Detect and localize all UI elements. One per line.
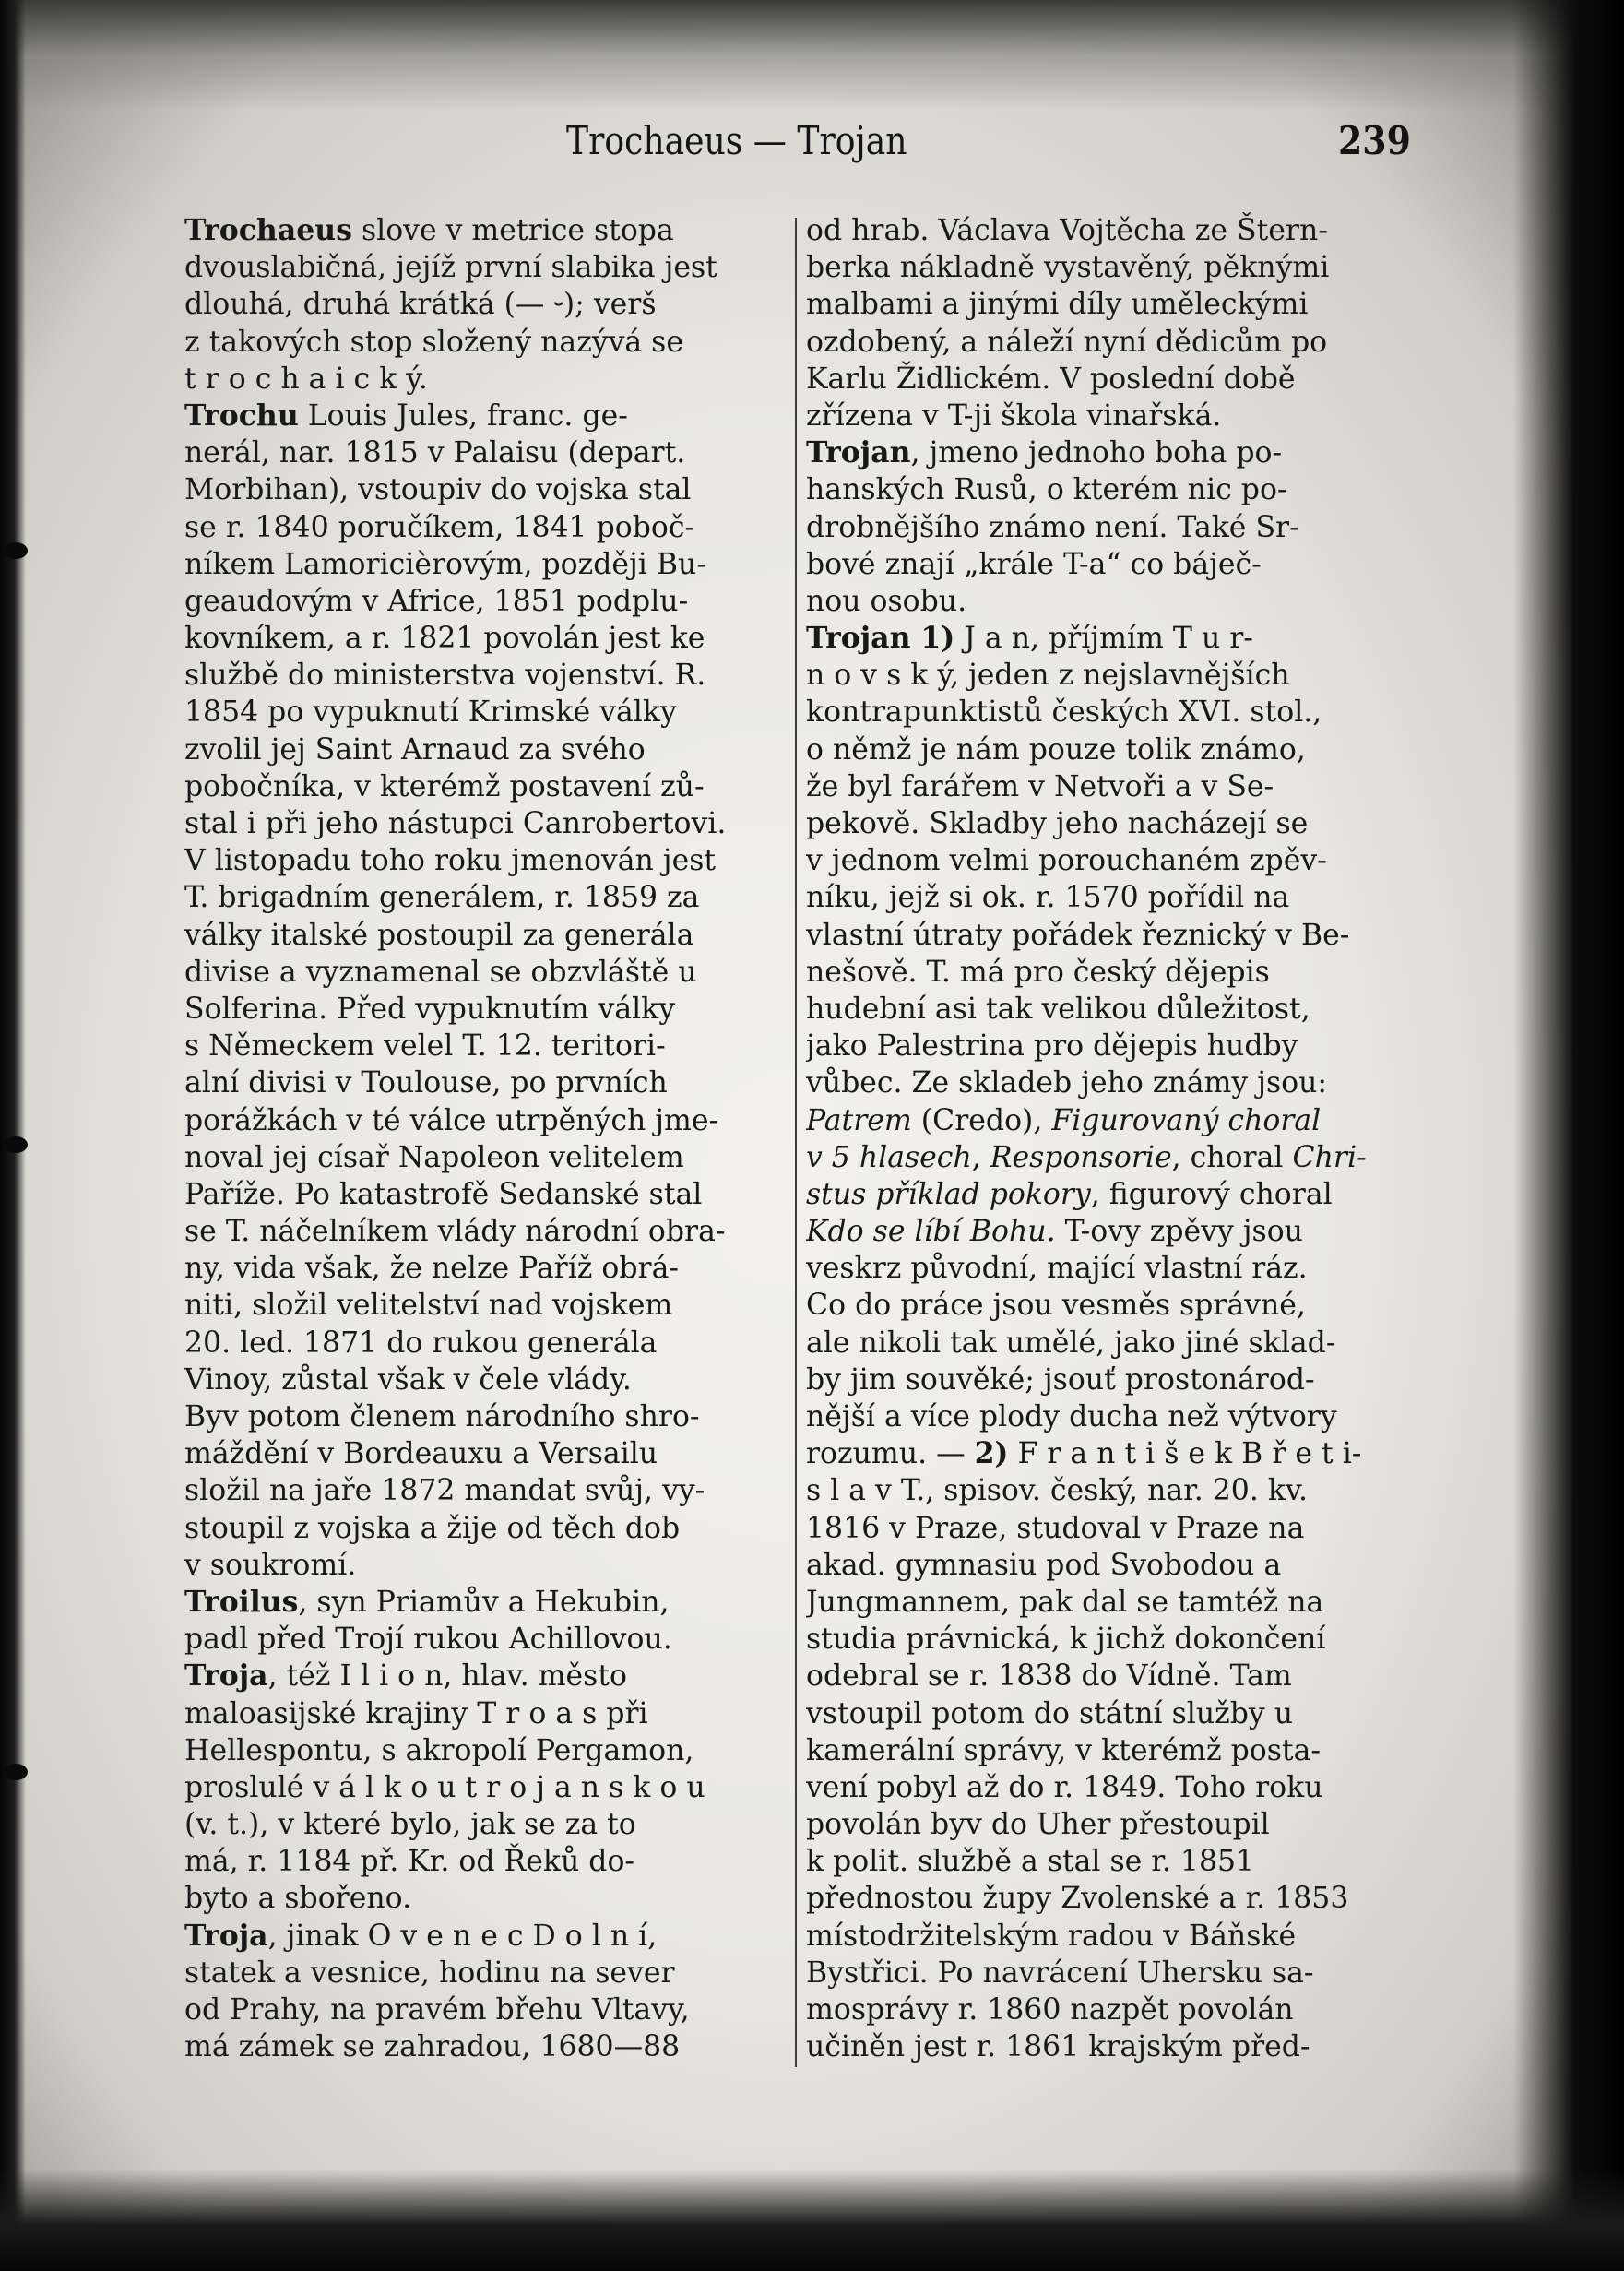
text-line: vení pobyl až do r. 1849. Toho roku xyxy=(806,1770,1323,1804)
text-line: V listopadu toho roku jmenován jest xyxy=(184,844,717,878)
text-line: o němž je nám pouze tolik známo, xyxy=(806,732,1306,767)
binding-stitch xyxy=(4,542,28,559)
text-line: Solferina. Před vypuknutím války xyxy=(184,992,676,1026)
text-line: Patrem (Credo), Figurovaný choral xyxy=(806,1103,1322,1137)
binding-stitch xyxy=(4,1136,28,1153)
text-line: stus příklad pokory, figurový choral xyxy=(806,1177,1333,1211)
text-line: by jim souvěké; jsouť prostonárod- xyxy=(806,1362,1315,1397)
text-line: Troja, jinak O v e n e c D o l n í, xyxy=(184,1918,658,1953)
text-line: berka nákladně vystavěný, pěknými xyxy=(806,251,1330,285)
page-shadow-right xyxy=(1513,0,1624,2271)
text-line: 1816 v Praze, studoval v Praze na xyxy=(806,1511,1305,1545)
text-line: se r. 1840 poručíkem, 1841 poboč- xyxy=(184,510,695,544)
left-text-column xyxy=(184,212,784,2085)
text-line: z takových stop složený nazývá se xyxy=(184,325,683,359)
text-line: přednostou župy Zvolenské a r. 1853 xyxy=(806,1882,1349,1916)
text-line: Trochu Louis Jules, franc. ge- xyxy=(184,398,628,433)
text-line: hudební asi tak velikou důležitost, xyxy=(806,992,1310,1026)
text-line: vůbec. Ze skladeb jeho známy jsou: xyxy=(806,1066,1328,1100)
text-line: 20. led. 1871 do rukou generála xyxy=(184,1326,658,1360)
text-line: (v. t.), v které bylo, jak se za to xyxy=(184,1808,636,1842)
binding-stitch xyxy=(4,1764,28,1780)
text-line: alní divisi v Toulouse, po prvních xyxy=(184,1066,668,1100)
text-line: niti, složil velitelství nad vojskem xyxy=(184,1289,673,1323)
text-line: kovníkem, a r. 1821 povolán jest ke xyxy=(184,622,705,656)
text-line: v soukromí. xyxy=(184,1548,357,1582)
text-line: 1854 po vypuknutí Krimské války xyxy=(184,696,677,730)
text-line: nešově. T. má pro český dějepis xyxy=(806,955,1270,989)
text-line: Troilus, syn Priamův a Hekubin, xyxy=(184,1584,670,1619)
text-line: mosprávy r. 1860 nazpět povolán xyxy=(806,1993,1294,2027)
text-line: povolán byv do Uher přestoupil xyxy=(806,1808,1270,1842)
page-number: 239 xyxy=(1338,118,1411,163)
text-line: Vinoy, zůstal však v čele vlády. xyxy=(184,1362,632,1397)
text-line: n o v s k ý, jeden z nejslavnějších xyxy=(806,659,1290,693)
text-line: službě do ministerstva vojenství. R. xyxy=(184,659,706,693)
text-line: vlastní útraty pořádek řeznický v Be- xyxy=(806,918,1350,952)
text-line: Morbihan), vstoupiv do vojska stal xyxy=(184,473,692,507)
text-line: bové znají „krále T-a“ co báječ- xyxy=(806,547,1262,581)
page-shadow-bottom xyxy=(0,2170,1624,2271)
text-line: vstoupil potom do státní služby u xyxy=(806,1696,1293,1730)
page-header xyxy=(0,118,1624,173)
text-line: ozdobený, a náleží nyní dědicům po xyxy=(806,325,1328,359)
text-line: pobočníka, v kterémž postavení zů- xyxy=(184,769,705,803)
text-line: Karlu Židlickém. V poslední době xyxy=(806,362,1296,396)
text-line: Troja, též I l i o n, hlav. město xyxy=(184,1659,627,1694)
text-line: stoupil z vojska a žije od těch dob xyxy=(184,1511,681,1545)
book-binding-edge xyxy=(0,0,26,2271)
text-line: geaudovým v Africe, 1851 podplu- xyxy=(184,584,689,618)
text-line: veskrz původní, mající vlastní ráz. xyxy=(806,1252,1308,1286)
text-line: s l a v T., spisov. český, nar. 20. kv. xyxy=(806,1474,1309,1508)
text-line: níku, jejž si ok. r. 1570 pořídil na xyxy=(806,881,1290,915)
running-title: Trochaeus — Trojan xyxy=(566,118,907,163)
text-line: porážkách v té válce utrpěných jme- xyxy=(184,1103,719,1137)
text-line: nou osobu. xyxy=(806,584,967,618)
text-line: maloasijské krajiny T r o a s při xyxy=(184,1696,648,1730)
text-line: Bystřici. Po navrácení Uhersku sa- xyxy=(806,1956,1314,1990)
text-line: od hrab. Václava Vojtěcha ze Štern- xyxy=(806,214,1328,247)
text-line: zvolil jej Saint Arnaud za svého xyxy=(184,732,646,767)
text-line: Hellespontu, s akropolí Pergamon, xyxy=(184,1733,694,1767)
text-line: kamerální správy, v kterémž posta- xyxy=(806,1733,1322,1767)
text-line: Jungmannem, pak dal se tamtéž na xyxy=(806,1585,1324,1619)
text-line: stal i při jeho nástupci Canrobertovi. xyxy=(184,807,727,840)
text-line: v jednom velmi porouchaném zpěv- xyxy=(806,844,1327,878)
text-line: ale nikoli tak umělé, jako jiné sklad- xyxy=(806,1326,1336,1360)
text-line: malbami a jinými díly uměleckými xyxy=(806,288,1309,322)
text-line: drobnějšího známo není. Také Sr- xyxy=(806,510,1299,544)
text-line: Co do práce jsou vesměs správné, xyxy=(806,1289,1306,1323)
text-line: pekově. Skladby jeho nacházejí se xyxy=(806,807,1309,840)
text-line: rozumu. — 2) F r a n t i š e k B ř e t i- xyxy=(806,1436,1362,1471)
text-line: akad. gymnasiu pod Svobodou a xyxy=(806,1548,1282,1582)
text-line: dvouslabičná, jejíž první slabika jest xyxy=(184,251,717,285)
right-text-column xyxy=(806,212,1405,2085)
text-line: se T. náčelníkem vlády národní obra- xyxy=(184,1215,726,1249)
text-line: byto a sbořeno. xyxy=(184,1882,412,1916)
text-line: T. brigadním generálem, r. 1859 za xyxy=(184,881,700,915)
text-line: nerál, nar. 1815 v Palaisu (depart. xyxy=(184,436,686,470)
text-line: s Německem velel T. 12. teritori- xyxy=(184,1029,666,1064)
text-line: Paříže. Po katastrofě Sedanské stal xyxy=(184,1177,703,1211)
text-line: proslulé v á l k o u t r o j a n s k o u xyxy=(184,1770,705,1804)
text-line: má, r. 1184 př. Kr. od Řeků do- xyxy=(184,1845,635,1879)
text-line: nější a více plody ducha než výtvory xyxy=(806,1400,1337,1433)
text-line: Trojan 1) J a n, příjmím T u r- xyxy=(806,621,1253,656)
text-line: ny, vida však, že nelze Paříž obrá- xyxy=(184,1252,680,1286)
text-line: níkem Lamoricièrovým, později Bu- xyxy=(184,547,706,581)
text-line: odebral se r. 1838 do Vídně. Tam xyxy=(806,1659,1292,1694)
text-line: t r o c h a i c k ý. xyxy=(184,362,428,396)
text-line: Trojan, jmeno jednoho boha po- xyxy=(806,435,1283,470)
text-line: od Prahy, na pravém břehu Vltavy, xyxy=(184,1993,690,2027)
text-line: hanských Rusů, o kterém nic po- xyxy=(806,473,1287,507)
text-line: k polit. službě a stal se r. 1851 xyxy=(806,1845,1255,1879)
text-line: místodržitelským radou v Báňské xyxy=(806,1919,1297,1953)
page-shadow-top xyxy=(0,0,1624,111)
text-line: učiněn jest r. 1861 krajským před- xyxy=(806,2030,1310,2064)
text-line: v 5 hlasech, Responsorie, choral Chri- xyxy=(806,1140,1367,1174)
text-line: války italské postoupil za generála xyxy=(184,918,694,952)
text-line: Trochaeus slove v metrice stopa xyxy=(184,213,674,247)
text-line: noval jej císař Napoleon velitelem xyxy=(184,1140,684,1174)
text-line: studia právnická, k jichž dokončení xyxy=(806,1623,1326,1657)
text-line: že byl farářem v Netvoři a v Se- xyxy=(806,769,1274,803)
text-line: padl před Trojí rukou Achillovou. xyxy=(184,1623,672,1657)
text-line: statek a vesnice, hodinu na sever xyxy=(184,1956,675,1990)
text-line: má zámek se zahradou, 1680—88 xyxy=(184,2030,681,2064)
text-line: máždění v Bordeauxu a Versailu xyxy=(184,1437,658,1471)
text-line: složil na jaře 1872 mandat svůj, vy- xyxy=(184,1474,705,1508)
text-line: jako Palestrina pro dějepis hudby xyxy=(806,1029,1298,1064)
text-line: zřízena v T-ji škola vinařská. xyxy=(806,398,1222,433)
text-line: divise a vyznamenal se obzvláště u xyxy=(184,955,697,989)
text-line: dlouhá, druhá krátká (— ⏑); verš xyxy=(184,288,657,322)
text-line: kontrapunktistů českých XVI. stol., xyxy=(806,696,1322,730)
text-line: Byv potom členem národního shro- xyxy=(184,1400,700,1433)
column-divider xyxy=(795,218,797,2067)
text-line: Kdo se líbí Bohu. T-ovy zpěvy jsou xyxy=(806,1215,1303,1249)
